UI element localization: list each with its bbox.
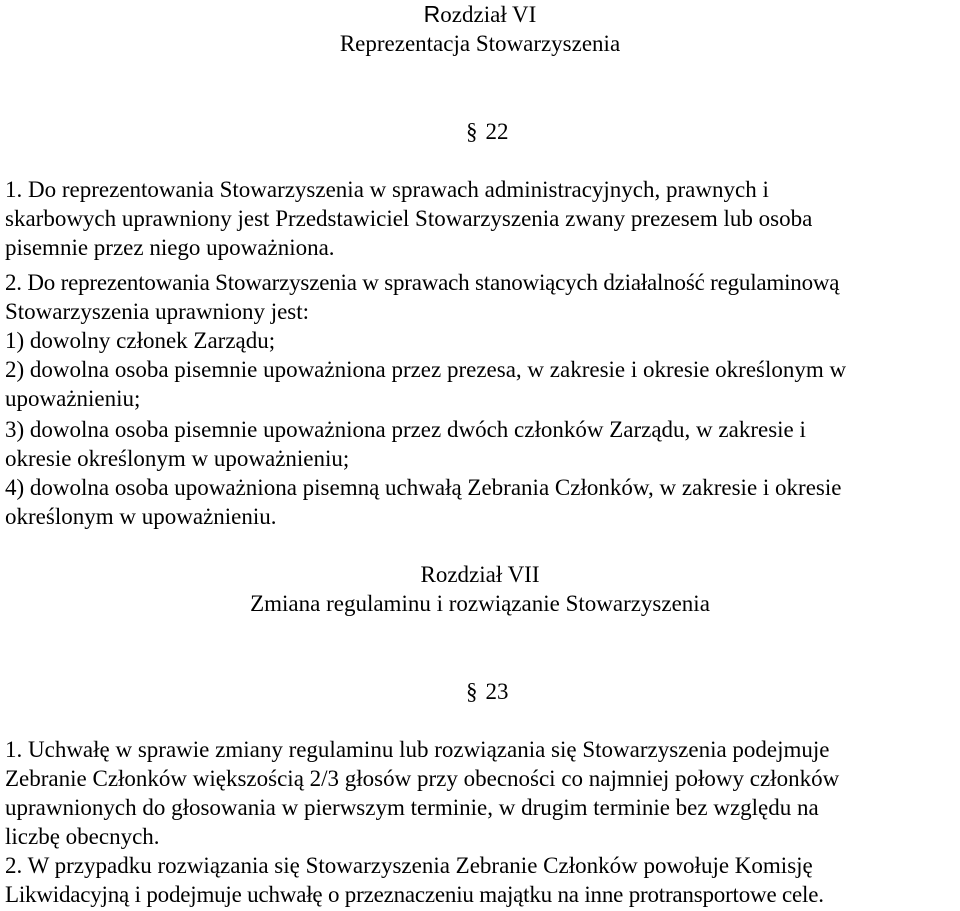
section-symbol: § [466,119,478,144]
paragraph-line: pisemnie przez niego upoważniona. [5,235,335,260]
list-item: 3) dowolna osoba pisemnie upoważniona przez dwóch członków Zarządu, w zakresie i [5,417,806,442]
section-number: 22 [485,119,509,144]
section-number: 23 [485,679,509,704]
paragraph-line: uprawnionych do głosowania w pierwszym terminie, w drugim terminie bez względu na [5,795,819,820]
paragraph-line: Zebranie Członków większością 2/3 głosów przy obecności co najmniej połowy członków [5,766,840,791]
chapter-6-title-rest: ozdział VI [440,2,537,27]
paragraph-line: 1. Uchwałę w sprawie zmiany regulaminu lub rozwiązania się Stowarzyszenia podejmuje [5,737,830,762]
paragraph-line: 2. Do reprezentowania Stowarzyszenia w sprawach stanowiących działalność regulaminową [5,270,840,295]
chapter-6-title-initial: R [423,1,441,27]
chapter-7-title: Rozdział VII [420,562,540,587]
paragraph-line: 1. Do reprezentowania Stowarzyszenia w sprawach administracyjnych, prawnych i [5,177,769,202]
list-item-continuation: okresie określonym w upoważnieniu; [5,446,350,471]
paragraph-line: Likwidacyjną i podejmuje uchwałę o przeznaczeniu majątku na inne protransportowe cele. [5,882,824,907]
paragraph-line: liczbę obecnych. [5,824,160,849]
list-item-continuation: upoważnieniu; [5,386,141,411]
chapter-7-subtitle: Zmiana regulaminu i rozwiązanie Stowarzyszenia [250,591,710,616]
paragraph-line: 2. W przypadku rozwiązania się Stowarzyszenia Zebranie Członków powołuje Komisję [5,853,813,878]
section-23-heading [466,677,509,706]
list-item: 1) dowolny członek Zarządu; [5,328,276,353]
chapter-6-title [0,0,960,29]
list-item: 2) dowolna osoba pisemnie upoważniona przez prezesa, w zakresie i okresie określonym w [5,357,847,382]
section-22-heading [466,117,509,146]
section-symbol: § [466,679,478,704]
list-item: 4) dowolna osoba upoważniona pisemną uchwałą Zebrania Członków, w zakresie i okresie [5,475,842,500]
paragraph-line: skarbowych uprawniony jest Przedstawiciel Stowarzyszenia zwany prezesem lub osoba [5,206,813,231]
chapter-6-subtitle: Reprezentacja Stowarzyszenia [339,31,621,56]
paragraph-line: Stowarzyszenia uprawniony jest: [5,299,310,324]
list-item-continuation: określonym w upoważnieniu. [5,504,277,529]
